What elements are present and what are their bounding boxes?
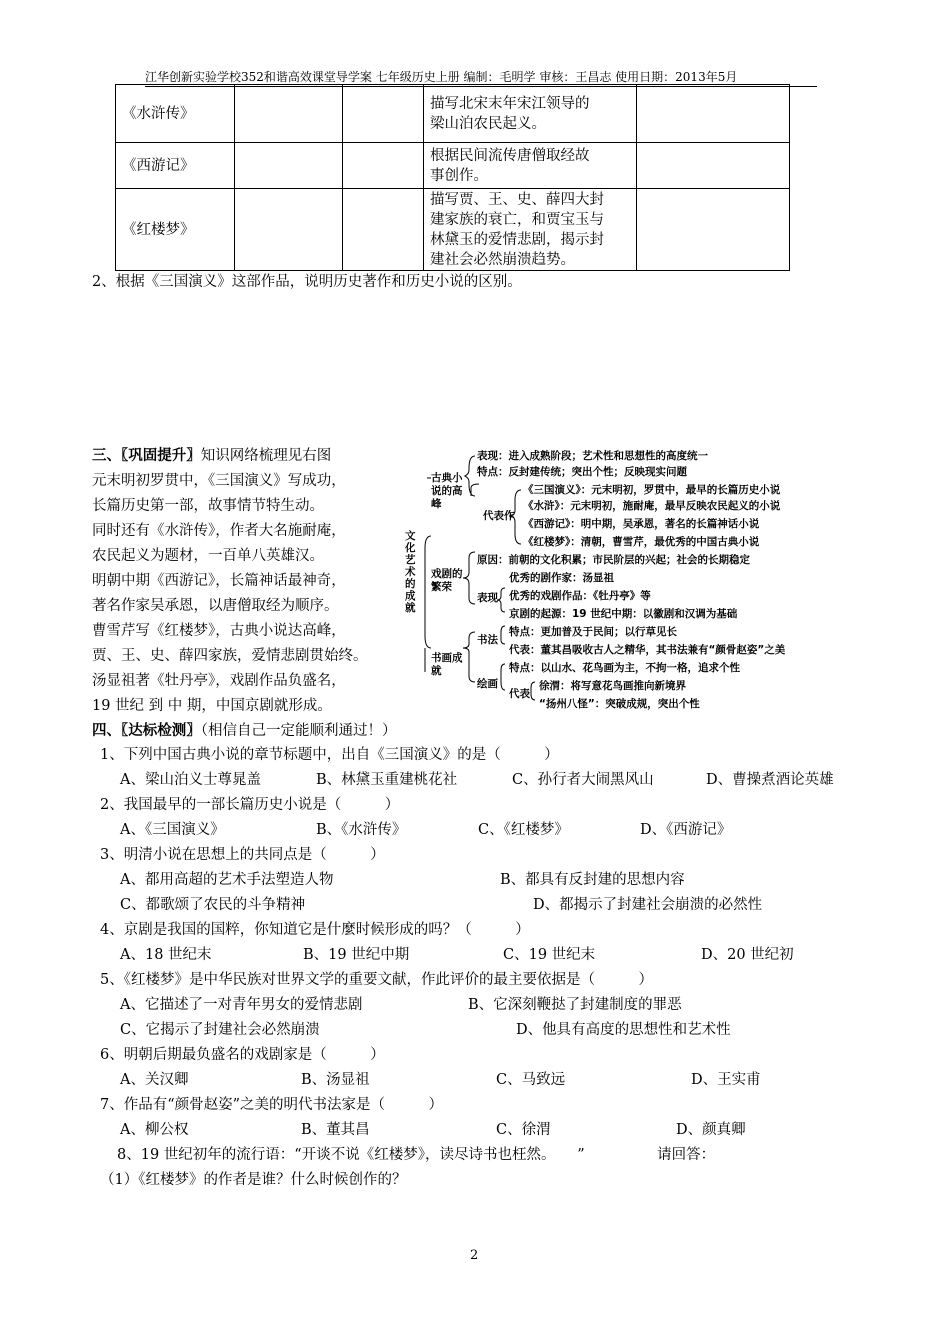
- poem-line: 著名作家吴承恩，以唐僧取经为顺序。: [92, 598, 339, 614]
- poem-line: 曹雪芹写《红楼梦》，古典小说达高峰，: [92, 623, 346, 639]
- rep-item: 《水浒》：元末明初，施耐庵，最早反映农民起义的小说: [523, 500, 781, 512]
- question-8-text: 8、19 世纪初年的流行语：“开谈不说《红楼梦》，读尽诗书也枉然。 ” 请回答：: [117, 1147, 716, 1163]
- blank-cell: [637, 189, 790, 271]
- paint-item: “扬州八怪”：突破成规，突出个性: [539, 698, 700, 710]
- cal-item: 特点：更加普及于民间；以行草见长: [509, 626, 677, 638]
- table-row: [116, 189, 790, 271]
- option-text: B、林黛玉重建桃花社: [316, 772, 458, 788]
- question-2-text: 2、根据《三国演义》这部作品，说明历史著作和历史小说的区别。: [92, 274, 522, 290]
- option-text: C、《红楼梦》: [478, 822, 569, 838]
- blank-cell: [343, 143, 424, 189]
- drama-show: 表现: [477, 592, 498, 604]
- novel-title: 《红楼梦》: [116, 189, 235, 271]
- option-text: C、19 世纪末: [503, 947, 596, 963]
- blank-cell: [343, 189, 424, 271]
- knowledge-mindmap: [405, 448, 875, 718]
- option-text: C、它揭示了封建社会必然崩溃: [120, 1022, 320, 1038]
- option-text: C、徐渭: [496, 1122, 551, 1138]
- option-text: D、20 世纪初: [701, 947, 794, 963]
- option-text: D、都揭示了封建社会崩溃的必然性: [533, 897, 763, 913]
- blank-cell: [637, 143, 790, 189]
- option-text: D、他具有高度的思想性和艺术性: [516, 1022, 731, 1038]
- poem-line: 贾、王、史、薛四家族，爱情悲剧贯始终。: [92, 648, 368, 664]
- novel-feature: 表现：进入成熟阶段；艺术性和思想性的高度统一: [477, 450, 708, 462]
- rep-label: 代表作: [483, 510, 515, 522]
- blank-cell: [637, 85, 790, 143]
- paint-trait: 特点：以山水、花鸟画为主，不拘一格，追求个性: [509, 662, 740, 674]
- poem-line: 同时还有《水浒传》，作者大名施耐庵，: [92, 523, 346, 539]
- poem-line: 汤显祖著《牡丹亭》，戏剧作品负盛名，: [92, 673, 346, 689]
- novel-table: [115, 84, 790, 271]
- painting-node: 绘画: [477, 678, 498, 690]
- drama-node: 戏剧的繁荣: [431, 568, 463, 593]
- question-text: 1、下列中国古典小说的章节标题中，出自《三国演义》的是（ ）: [100, 747, 559, 763]
- drama-item: 优秀的剧作家：汤显祖: [509, 572, 614, 584]
- option-text: D、《西游记》: [640, 822, 732, 838]
- option-text: C、马致远: [496, 1072, 566, 1088]
- drama-item: 优秀的戏剧作品：《牡丹亭》等: [509, 590, 651, 602]
- question-8-part-1: （1）《红楼梦》的作者是谁？什么时候创作的？: [100, 1172, 407, 1188]
- option-text: B、董其昌: [301, 1122, 370, 1138]
- section-3-heading: 三、〖巩固提升〗知识网络梳理见右图: [92, 447, 332, 464]
- novel-desc: 描写贾、王、史、薛四大封 建家族的衰亡，和贾宝玉与 林黛玉的爱情悲剧，揭示封 建社会必然崩溃趋势。: [424, 189, 637, 271]
- art-node: 书画成就: [431, 652, 463, 677]
- page-header: 江华创新实验学校352和谐高效课堂导学案 七年级历史上册 编制：毛明学 审核：王昌志 使用日期：2013年5月: [145, 68, 817, 87]
- option-text: D、颜真卿: [676, 1122, 746, 1138]
- option-text: B、汤显祖: [301, 1072, 370, 1088]
- table-row: [116, 85, 790, 143]
- option-text: B、19 世纪中期: [303, 947, 410, 963]
- drama-item: 京剧的起源：19 世纪中期：以徽剧和汉调为基础: [509, 608, 738, 620]
- option-text: B、它深刻鞭挞了封建制度的罪恶: [468, 997, 682, 1013]
- novel-desc: 根据民间流传唐僧取经故 事创作。: [424, 143, 637, 189]
- table-row: [116, 143, 790, 189]
- question-text: 2、我国最早的一部长篇历史小说是（ ）: [100, 797, 400, 813]
- blank-cell: [343, 85, 424, 143]
- option-text: B、《水浒传》: [316, 822, 407, 838]
- novel-title: 《西游记》: [116, 143, 235, 189]
- calligraphy-node: 书法: [477, 634, 498, 646]
- question-text: 6、明朝后期最负盛名的戏剧家是（ ）: [100, 1047, 385, 1063]
- option-text: D、王实甫: [691, 1072, 761, 1088]
- rep-item: 《红楼梦》：清朝，曹雪芹，最优秀的中国古典小说: [523, 536, 760, 548]
- novel-desc: 描写北宋末年宋江领导的 梁山泊农民起义。: [424, 85, 637, 143]
- rep-item: 《三国演义》：元末明初，罗贯中，最早的长篇历史小说: [523, 484, 781, 496]
- poem-line: 农民起义为题材，一百单八英雄汉。: [92, 548, 324, 564]
- option-text: A、都用高超的艺术手法塑造人物: [120, 872, 334, 888]
- option-text: A、18 世纪末: [120, 947, 212, 963]
- drama-reason: 原因：前朝的文化积累；市民阶层的兴起；社会的长期稳定: [477, 554, 750, 566]
- root-node: 文化艺术的成就: [405, 530, 416, 614]
- question-text: 7、作品有“颜骨赵姿”之美的明代书法家是（ ）: [100, 1097, 444, 1113]
- option-text: A、《三国演义》: [120, 822, 225, 838]
- poem-line: 元末明初罗贯中，《三国演义》写成功，: [92, 473, 346, 489]
- poem-line: 明朝中期《西游记》，长篇神话最神奇，: [92, 573, 346, 589]
- paint-rep: 代表: [509, 688, 530, 700]
- option-text: C、孙行者大闹黑风山: [512, 772, 654, 788]
- option-text: B、都具有反封建的思想内容: [500, 872, 685, 888]
- section-4-heading: 四、〖达标检测〗（相信自己一定能顺利通过！）: [92, 722, 397, 739]
- poem-line: 19 世纪 到 中 期，中国京剧就形成。: [92, 698, 332, 714]
- blank-cell: [235, 85, 343, 143]
- question-text: 5、《红楼梦》是中华民族对世界文学的重要文献，作此评价的最主要依据是（ ）: [100, 972, 653, 988]
- option-text: A、柳公权: [120, 1122, 189, 1138]
- cal-item: 代表：董其昌吸收古人之精华，其书法兼有“颜骨赵姿”之美: [509, 644, 786, 656]
- blank-cell: [235, 189, 343, 271]
- option-text: A、关汉卿: [120, 1072, 189, 1088]
- page-number: 2: [470, 1248, 479, 1263]
- option-text: C、都歌颂了农民的斗争精神: [120, 897, 306, 913]
- rep-item: 《西游记》：明中期，吴承恩，著名的长篇神话小说: [523, 518, 760, 530]
- option-text: D、曹操煮酒论英雄: [706, 772, 834, 788]
- blank-cell: [235, 143, 343, 189]
- option-text: A、它描述了一对青年男女的爱情悲剧: [120, 997, 363, 1013]
- question-text: 3、明清小说在思想上的共同点是（ ）: [100, 847, 385, 863]
- question-text: 4、京剧是我国的国粹，你知道它是什麼时候形成的吗？（ ）: [100, 922, 530, 938]
- poem-line: 长篇历史第一部，故事情节特生动。: [92, 498, 324, 514]
- paint-item: 徐渭：将写意花鸟画推向新境界: [539, 680, 686, 692]
- novel-node: 古典小说的高峰: [431, 472, 463, 510]
- novel-trait: 特点：反封建传统；突出个性；反映现实问题: [477, 466, 687, 478]
- novel-title: 《水浒传》: [116, 85, 235, 143]
- option-text: A、梁山泊义士尊晁盖: [120, 772, 261, 788]
